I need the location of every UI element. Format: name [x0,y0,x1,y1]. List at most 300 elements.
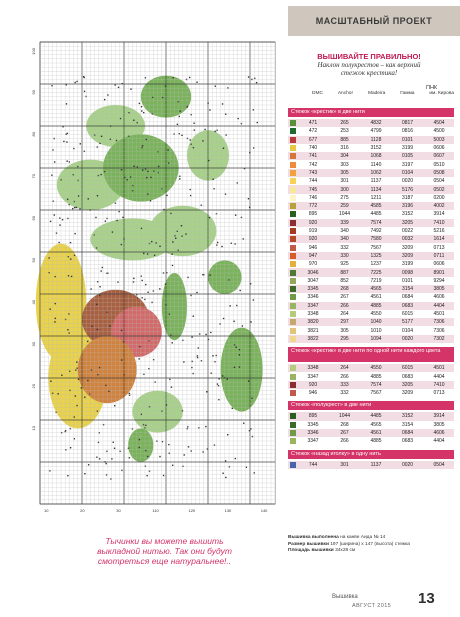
legend-row [288,244,454,252]
stitch-symbol [90,288,91,289]
legend-cell: 4561 [370,294,382,301]
legend-cell: 0606 [433,261,445,268]
legend-row [288,310,454,318]
stitch-symbol [128,448,129,449]
stitch-symbol [128,112,129,113]
stitch-symbol [58,242,59,243]
legend-cell: 8901 [433,269,445,276]
stitch-symbol [129,394,130,395]
stitch-symbol [216,130,217,131]
color-swatch-icon [290,203,296,209]
stitch-symbol [172,265,173,266]
stitch-symbol [204,129,205,130]
legend-cell: 7580 [370,236,382,243]
stitch-symbol [101,136,102,137]
stitch-symbol [251,398,252,399]
stitch-symbol [141,280,142,281]
legend-cell: 297 [340,319,349,326]
stitch-symbol [225,193,226,194]
legend-row [288,318,454,326]
stitch-symbol [129,393,130,394]
legend-row [288,277,454,285]
legend-cell: 3345 [307,421,319,428]
legend-cell: 7219 [370,277,382,284]
legend-cell: 4504 [433,120,445,127]
stitch-symbol [170,213,171,214]
stitch-symbol [141,297,142,298]
color-swatch-icon [290,270,296,276]
stitch-symbol [142,145,143,146]
stitch-symbol [98,442,99,443]
stitch-symbol [100,174,101,175]
legend-row [288,161,454,169]
stitch-symbol [121,359,122,360]
stitch-symbol [151,241,152,242]
legend-cell: 4606 [433,430,445,437]
stitch-symbol [121,244,122,245]
x-tick-label: 10 [44,508,49,513]
legend-cell: 0105 [401,153,414,160]
stitch-symbol [191,336,192,337]
stitch-symbol [177,231,178,232]
legend-col-header: Madeira [367,91,386,96]
warning-line-2: стежок крестика! [340,69,398,77]
legend-row [288,177,454,185]
legend-section-title: Стежок «назад иголку» в одну нить [288,450,454,459]
legend-cell: 295 [340,335,349,342]
legend-cell: 3046 [307,269,319,276]
legend-cell: 304 [340,153,349,160]
stitch-symbol [253,299,254,300]
stitch-symbol [216,355,217,356]
stitch-symbol [205,334,206,335]
tip-line-2: выкладной нитью. Так они будут [97,546,232,556]
stitch-symbol [118,87,119,88]
legend-row [288,227,454,235]
stitch-symbol [57,393,58,394]
legend-cell: 5176 [401,186,414,193]
legend-cell: 0510 [433,161,445,168]
legend-row [288,144,454,152]
legend-row [288,389,454,397]
legend-cell: 6015 [401,311,414,318]
legend-cell: 4561 [370,430,382,437]
y-tick-label: 10 [31,426,36,431]
stitch-symbol [243,423,244,424]
stitch-symbol [146,177,147,178]
stitch-symbol [104,99,105,100]
stitch-symbol [102,267,103,268]
stitch-symbol [75,82,76,83]
legend-cell: 0817 [401,120,414,127]
legend-cell: 3348 [307,365,319,372]
legend-cell: 3348 [307,311,319,318]
stitch-symbol [145,284,146,285]
legend-cell: 300 [340,186,349,193]
stitch-symbol [69,371,70,372]
page-number: 13 [418,590,435,607]
legend-cell: 330 [340,252,349,259]
color-swatch-icon [290,178,296,184]
legend-row [288,194,454,202]
legend-cell: 1044 [338,413,351,420]
legend-cell: 0684 [401,430,414,437]
legend-cell: 6015 [401,365,414,372]
legend-cell: 0607 [433,153,445,160]
legend-cell: 0032 [401,236,414,243]
legend-cell: 4501 [433,311,445,318]
stitch-symbol [178,101,179,102]
legend-row [288,372,454,380]
legend-cell: 7574 [370,219,382,226]
legend-cell: 268 [340,421,349,428]
stitch-symbol [197,357,198,358]
legend-row [288,437,454,445]
legend-cell: 4832 [370,120,382,127]
legend-row [288,152,454,160]
warning-box [289,52,449,77]
stitch-symbol [61,375,62,376]
legend-cell: 0683 [401,302,414,309]
stitch-symbol [49,308,50,309]
legend-cell: 887 [340,269,349,276]
legend-cell: 3152 [401,413,414,420]
stitch-symbol [223,148,224,149]
stitch-symbol [172,465,173,466]
legend-cell: 0104 [401,169,414,176]
stitch-symbol [188,446,189,447]
legend-cell: 0104 [401,327,414,334]
color-swatch-icon [290,220,296,226]
color-swatch-icon [290,430,296,436]
legend-cell: 4485 [370,413,382,420]
legend-cell: 3205 [401,219,414,226]
stitch-symbol [54,161,55,162]
stitch-symbol [147,193,148,194]
stitch-symbol [68,275,69,276]
stitch-symbol [84,91,85,92]
stitch-symbol [191,367,192,368]
stitch-symbol [181,135,182,136]
stitch-symbol [87,341,88,342]
stitch-symbol [62,219,63,220]
legend-cell: 0101 [401,277,414,284]
legend-cell: 919 [308,228,318,235]
legend-cell: 1325 [370,252,382,259]
legend-section-title: Стежок «крестик» в две нити [288,108,454,117]
stitch-symbol [218,399,219,400]
stitch-symbol [169,453,170,454]
legend-cell: 3345 [307,286,319,293]
legend-row [288,461,454,469]
legend-cell: 744 [308,461,318,468]
y-tick-label: 20 [31,384,36,389]
stitch-symbol [183,361,184,362]
stitch-symbol [66,103,67,104]
legend-cell: 3154 [401,421,414,428]
stitch-symbol [209,274,210,275]
stitch-symbol [234,243,235,244]
stitch-symbol [67,475,68,476]
legend-cell: 4799 [370,128,382,135]
legend-cell: 970 [308,261,318,268]
legend-cell: 267 [340,294,349,301]
stitch-symbol [167,149,168,150]
stitch-symbol [74,207,75,208]
legend-cell: 1068 [370,153,382,160]
legend-cell: 332 [340,390,349,397]
stitch-symbol [69,204,70,205]
stitch-symbol [88,198,89,199]
stitch-symbol [51,175,52,176]
legend-cell: 745 [308,186,318,193]
stitch-symbol [141,110,142,111]
legend-row [288,364,454,372]
legend-cell: 946 [308,244,318,251]
stitch-symbol [67,329,68,330]
color-swatch-icon [290,294,296,300]
stitch-symbol [181,225,182,226]
stitch-symbol [187,426,188,427]
color-swatch-icon [290,187,296,193]
stitch-symbol [179,116,180,117]
stitch-symbol [221,246,222,247]
stitch-symbol [235,347,236,348]
stitch-symbol [113,442,114,443]
stitch-symbol [177,124,178,125]
legend-cell: 0684 [401,294,414,301]
stitch-symbol [80,143,81,144]
stitch-symbol [145,425,146,426]
legend-cell: 264 [340,365,349,372]
stitch-symbol [84,151,85,152]
stitch-symbol [50,221,51,222]
stitch-symbol [168,162,169,163]
legend-row [288,119,454,127]
legend-cell: 4002 [433,203,445,210]
legend-row [288,235,454,243]
legend-row [288,412,454,420]
legend-cell: 4885 [370,302,382,309]
legend-cell: 3199 [401,261,414,268]
stitch-symbol [132,190,133,191]
legend-cell: 4485 [370,211,382,218]
stitch-symbol [99,286,100,287]
section-title: МАСШТАБНЫЙ ПРОЕКТ [315,16,433,26]
stitch-symbol [173,133,174,134]
legend-cell: 4606 [433,294,445,301]
stitch-symbol [107,94,108,95]
legend-cell: 268 [340,286,349,293]
stitch-symbol [74,438,75,439]
y-tick-label: 50 [31,258,36,263]
stitch-symbol [69,332,70,333]
stitch-symbol [66,160,67,161]
legend-cell: 4500 [433,128,445,135]
stitch-symbol [97,195,98,196]
stitch-symbol [227,378,228,379]
legend-cell: 253 [340,128,349,135]
legend-col-header: им. Кирова [429,91,454,96]
legend-cell: 3187 [401,194,414,201]
stitch-symbol [91,369,92,370]
legend-cell: 4565 [370,286,382,293]
stitch-symbol [178,250,179,251]
stitch-symbol [79,208,80,209]
stitch-symbol [120,118,121,119]
stitch-symbol [163,475,164,476]
stitch-symbol [166,195,167,196]
stitch-symbol [145,450,146,451]
stitch-symbol [50,381,51,382]
legend-cell: 0508 [433,169,445,176]
stitch-symbol [139,103,140,104]
stitch-symbol [241,217,242,218]
stitch-symbol [105,221,106,222]
legend-row [288,252,454,260]
stitch-symbol [169,379,170,380]
stitch-symbol [148,368,149,369]
legend-cell: 7225 [370,269,382,276]
x-tick-label: 120 [188,508,196,513]
legend-cell: 1134 [370,186,382,193]
legend-cell: 4885 [370,373,382,380]
legend-cell: 3152 [370,145,382,152]
stitch-symbol [78,195,79,196]
stitch-symbol [212,355,213,356]
warning-title: ВЫШИВАЙТЕ ПРАВИЛЬНО! [317,52,421,61]
stitch-symbol [73,148,74,149]
legend-cell: 3197 [401,161,414,168]
stitch-symbol [65,449,66,450]
stitch-symbol [162,441,163,442]
legend-cell: 0022 [401,228,414,235]
stitch-symbol [138,358,139,359]
color-swatch-icon [290,286,296,292]
stitch-symbol [109,325,110,326]
color-swatch-icon [290,438,296,444]
stitch-symbol [149,470,150,471]
stitch-symbol [147,456,148,457]
stitch-symbol [225,113,226,114]
legend-cell: 266 [340,302,349,309]
legend-cell: 3152 [401,211,414,218]
stitch-symbol [142,169,143,170]
color-swatch-icon [290,211,296,217]
stitch-symbol [99,295,100,296]
stitch-symbol [139,447,140,448]
legend-row [288,202,454,210]
legend-cell: 0816 [401,128,414,135]
legend-cell: 0101 [401,136,414,143]
stitch-symbol [222,103,223,104]
color-swatch-icon [290,328,296,334]
legend-cell: 264 [340,311,349,318]
legend-row [288,185,454,193]
legend-cell: 5177 [401,319,414,326]
legend-cell: 0504 [433,461,445,468]
stitch-symbol [172,342,173,343]
legend-cell: 316 [340,145,349,152]
stitch-symbol [143,253,144,254]
legend-cell: 1140 [370,161,382,168]
stitch-symbol [118,211,119,212]
legend-cell: 3805 [433,421,445,428]
y-tick-label: 100 [31,48,36,55]
color-swatch-icon [290,245,296,251]
legend-cell: 9294 [433,277,445,284]
legend-cell: 0020 [401,335,414,342]
stitch-symbol [70,242,71,243]
legend-cell: 1044 [338,211,351,218]
stitch-symbol [87,380,88,381]
color-swatch-icon [290,278,296,284]
legend-cell: 4404 [433,373,445,380]
legend-cell: 0683 [401,373,414,380]
legend-cell: 920 [308,236,318,243]
legend-cell: 3199 [401,145,414,152]
legend-row [288,335,454,343]
legend-cell: 1137 [370,461,382,468]
stitch-symbol [193,315,194,316]
stitch-symbol [248,380,249,381]
color-swatch-icon [290,153,296,159]
legend-cell: 4550 [370,365,382,372]
legend-cell: 305 [340,169,349,176]
stitch-symbol [159,456,160,457]
stitch-symbol [133,120,134,121]
color-swatch-icon [290,261,296,267]
legend-cell: 266 [340,373,349,380]
stitch-symbol [48,272,49,273]
stitch-symbol [218,385,219,386]
stitch-symbol [72,208,73,209]
stitch-symbol [74,233,75,234]
color-swatch-icon [290,236,296,242]
legend-cell: 5216 [433,228,445,235]
stitch-symbol [128,136,129,137]
stitch-symbol [84,397,85,398]
warning-text [289,61,449,77]
stitch-symbol [76,361,77,362]
legend-cell: 1237 [370,261,382,268]
x-tick-label: 140 [260,508,268,513]
stitch-symbol [147,171,148,172]
stitch-symbol [239,290,240,291]
stitch-symbol [88,464,89,465]
magazine-logo: Вышивка [332,594,358,600]
stitch-symbol [59,217,60,218]
legend-section-title: Стежок «полукрест» в две нити [288,401,454,410]
stitch-symbol [100,270,101,271]
legend-row [288,429,454,437]
legend-cell: 0020 [401,461,414,468]
legend-cell: 3822 [307,335,319,342]
stitch-symbol [106,273,107,274]
y-tick-label: 80 [31,132,36,137]
color-swatch-icon [290,319,296,325]
stitch-symbol [55,303,56,304]
stitch-symbol [139,439,140,440]
stitch-symbol [234,367,235,368]
legend-row [288,293,454,301]
stitch-symbol [215,85,216,86]
stitch-symbol [77,180,78,181]
stitch-symbol [227,87,228,88]
legend-cell: 1137 [370,178,382,185]
legend-cell: 305 [340,327,349,334]
stitch-symbol [119,451,120,452]
